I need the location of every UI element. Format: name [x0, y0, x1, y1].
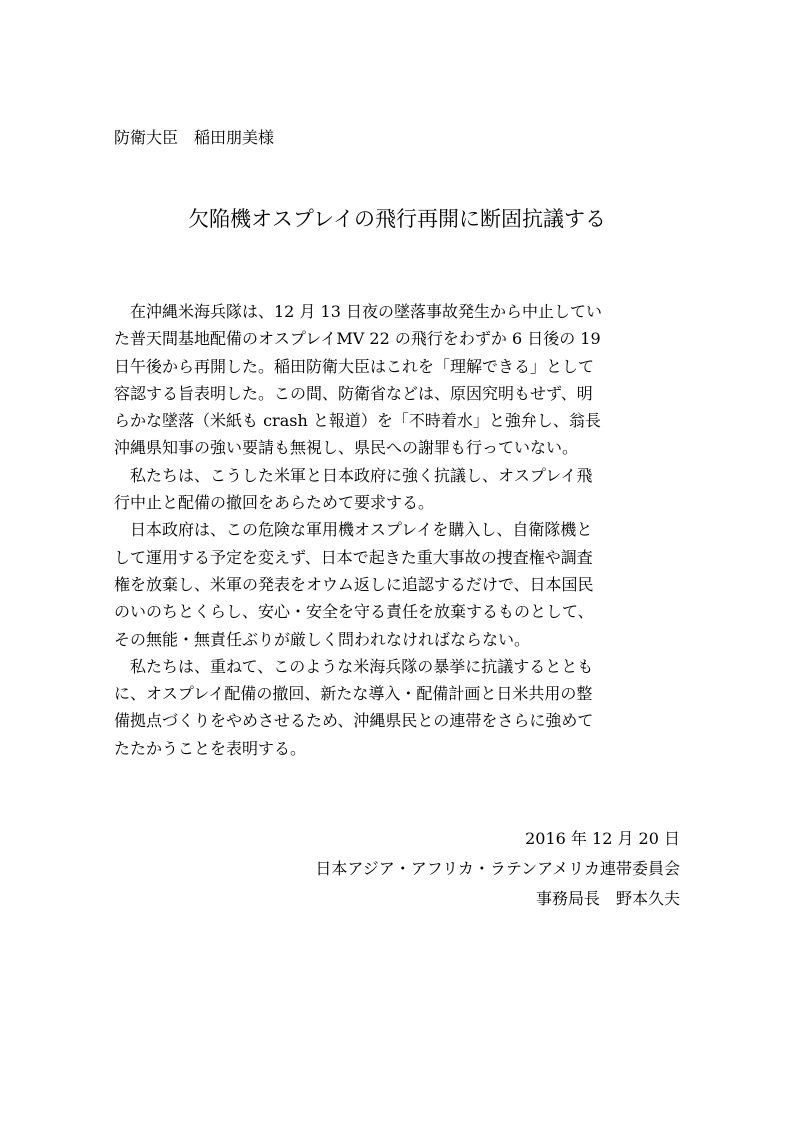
document-date: 2016 年 12 月 20 日 — [525, 829, 680, 848]
body-line: 備拠点づくりをやめさせるため、沖縄県民との連帯をさらに強めて — [114, 711, 594, 731]
statement-body — [114, 298, 684, 762]
body-line: に、オスプレイ配備の撤回、新たな導入・配備計画と日米共用の整 — [114, 684, 593, 704]
body-line: 私たちは、こうした米軍と日本政府に強く抗議し、オスプレイ飛 — [114, 465, 593, 485]
body-line: らかな墜落（米紙も crash と報道）を「不時着水」と強弁し、翁長 — [114, 411, 601, 431]
body-line: 権を放棄し、米軍の発表をオウム返しに追認するだけで、日本国民 — [114, 574, 594, 594]
body-line: のいのちとくらし、安心・安全を守る責任を放棄するものとして、 — [114, 602, 594, 622]
body-line: たたかうことを表明する。 — [114, 738, 307, 758]
body-line: 日本政府は、この危険な軍用機オスプレイを購入し、自衛隊機と — [114, 520, 593, 540]
body-line: 在沖縄米海兵隊は、12 月 13 日夜の墜落事故発生から中止してい — [114, 302, 602, 321]
body-line: 日午後から再開した。稲田防衛大臣はこれを「理解できる」として — [114, 356, 595, 376]
body-line: 私たちは、重ねて、このような米海兵隊の暴挙に抗議するととも — [114, 656, 594, 676]
body-line: 容認する旨表明した。この間、防衛省などは、原因究明もせず、明 — [114, 383, 593, 403]
body-line: 行中止と配備の撤回をあらためて要求する。 — [114, 493, 435, 513]
organization-name: 日本アジア・アフリカ・ラテンアメリカ連帯委員会 — [315, 859, 680, 878]
body-line: その無能・無責任ぶりが厳しく問われなければならない。 — [114, 629, 531, 649]
body-line: た普天間基地配備のオスプレイMV 22 の飛行をわずか 6 日後の 19 — [114, 329, 601, 349]
addressee: 防衛大臣 稲田朋美様 — [114, 128, 275, 147]
document-title: 欠陥機オスプレイの飛行再開に断固抗議する — [188, 207, 606, 231]
closing-block — [315, 824, 680, 914]
body-line: して運用する予定を変えず、日本で起きた重大事故の捜査権や調査 — [114, 547, 593, 567]
signatory: 事務局長 野本久夫 — [535, 889, 680, 908]
body-line: 沖縄県知事の強い要請も無視し、県民への謝罪も行っていない。 — [114, 438, 579, 458]
